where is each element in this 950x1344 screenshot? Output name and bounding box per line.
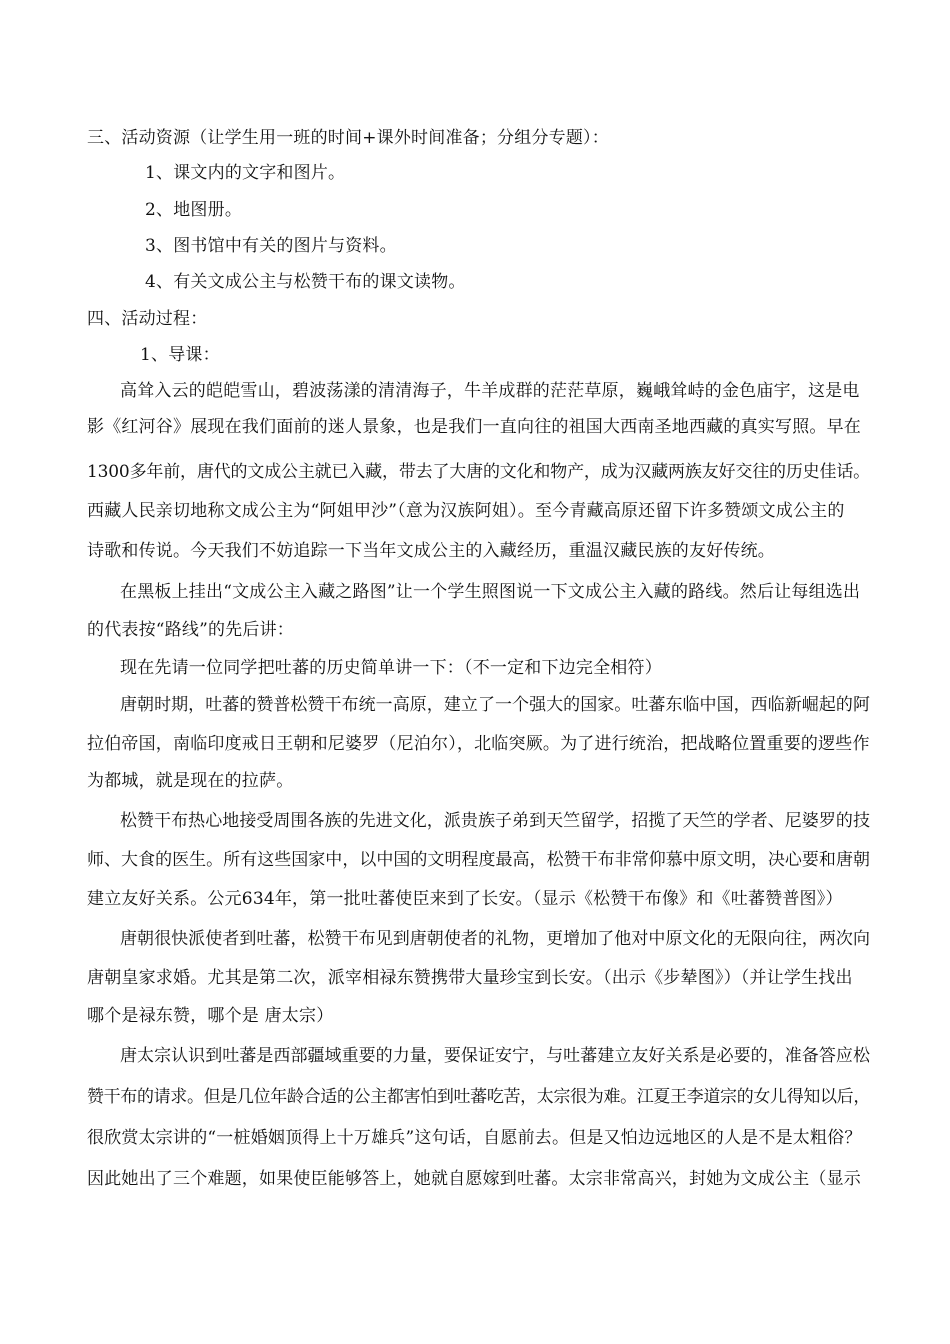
paragraph-line: 建立友好关系。公元634年，第一批吐蕃使臣来到了长安。（显示《松赞干布像》和《吐蕃赞普图》） [87, 889, 843, 909]
paragraph-line: 的代表按“路线”的先后讲： [87, 620, 294, 640]
subsection-1-heading: 1、导课： [140, 345, 220, 365]
paragraph-line: 很欣赏太宗讲的“一桩婚姻顶得上十万雄兵”这句话，自愿前去。但是又怕边远地区的人是不是太粗俗？ [87, 1128, 862, 1148]
paragraph-line: 在黑板上挂出“文成公主入藏之路图”让一个学生照图说一下文成公主入藏的路线。然后让每组选出 [120, 582, 861, 602]
paragraph-line: 唐太宗认识到吐蕃是西部疆域重要的力量，要保证安宁，与吐蕃建立友好关系是必要的，准备答应松 [120, 1046, 870, 1066]
paragraph-line: 影《红河谷》展现在我们面前的迷人景象，也是我们一直向往的祖国大西南圣地西藏的真实写照。早在 [87, 417, 861, 437]
resource-item-2: 2、地图册。 [145, 200, 243, 220]
paragraph-line: 唐朝皇家求婚。尤其是第二次，派宰相禄东赞携带大量珍宝到长安。（出示《步辇图》）（并让学生找出 [87, 968, 853, 988]
paragraph-line: 因此她出了三个难题，如果使臣能够答上，她就自愿嫁到吐蕃。太宗非常高兴，封她为文成公主（显示 [87, 1169, 861, 1189]
paragraph-line: 拉伯帝国，南临印度戒日王朝和尼婆罗（尼泊尔），北临突厥。为了进行统治，把战略位置重要的逻些作 [87, 734, 870, 754]
paragraph-line: 师、大食的医生。所有这些国家中，以中国的文明程度最高，松赞干布非常仰慕中原文明，决心要和唐朝 [87, 850, 870, 870]
paragraph-line: 诗歌和传说。今天我们不妨追踪一下当年文成公主的入藏经历，重温汉藏民族的友好传统。 [87, 541, 775, 561]
paragraph-line: 松赞干布热心地接受周围各族的先进文化，派贵族子弟到天竺留学，招揽了天竺的学者、尼婆罗的技 [120, 811, 870, 831]
paragraph-line: 现在先请一位同学把吐蕃的历史简单讲一下：（不一定和下边完全相符） [120, 658, 662, 678]
paragraph-line: 赞干布的请求。但是几位年龄合适的公主都害怕到吐蕃吃苦，太宗很为难。江夏王李道宗的女儿得知以后， [87, 1087, 870, 1107]
paragraph-line: 西藏人民亲切地称文成公主为“阿姐甲沙”（意为汉族阿姐）。至今青藏高原还留下许多赞颂文成公主的 [87, 501, 845, 521]
resource-item-4: 4、有关文成公主与松赞干布的课文读物。 [145, 272, 466, 292]
paragraph-line: 哪个是禄东赞，哪个是 唐太宗） [87, 1006, 334, 1026]
resource-item-3: 3、图书馆中有关的图片与资料。 [145, 236, 397, 256]
paragraph-line: 为都城，就是现在的拉萨。 [87, 771, 294, 791]
section-3-heading: 三、活动资源（让学生用一班的时间+课外时间准备；分组分专题）： [87, 128, 609, 148]
section-4-heading: 四、活动过程： [87, 309, 208, 329]
paragraph-line: 1300多年前，唐代的文成公主就已入藏，带去了大唐的文化和物产，成为汉藏两族友好交往的历史佳话。 [87, 462, 870, 482]
resource-item-1: 1、课文内的文字和图片。 [145, 163, 346, 183]
paragraph-line: 高耸入云的皑皑雪山，碧波荡漾的清清海子，牛羊成群的茫茫草原，巍峨耸峙的金色庙宇，这是电 [120, 381, 860, 401]
paragraph-line: 唐朝时期，吐蕃的赞普松赞干布统一高原，建立了一个强大的国家。吐蕃东临中国，西临新崛起的阿 [120, 695, 870, 715]
paragraph-line: 唐朝很快派使者到吐蕃，松赞干布见到唐朝使者的礼物，更增加了他对中原文化的无限向往，两次向 [120, 929, 870, 949]
